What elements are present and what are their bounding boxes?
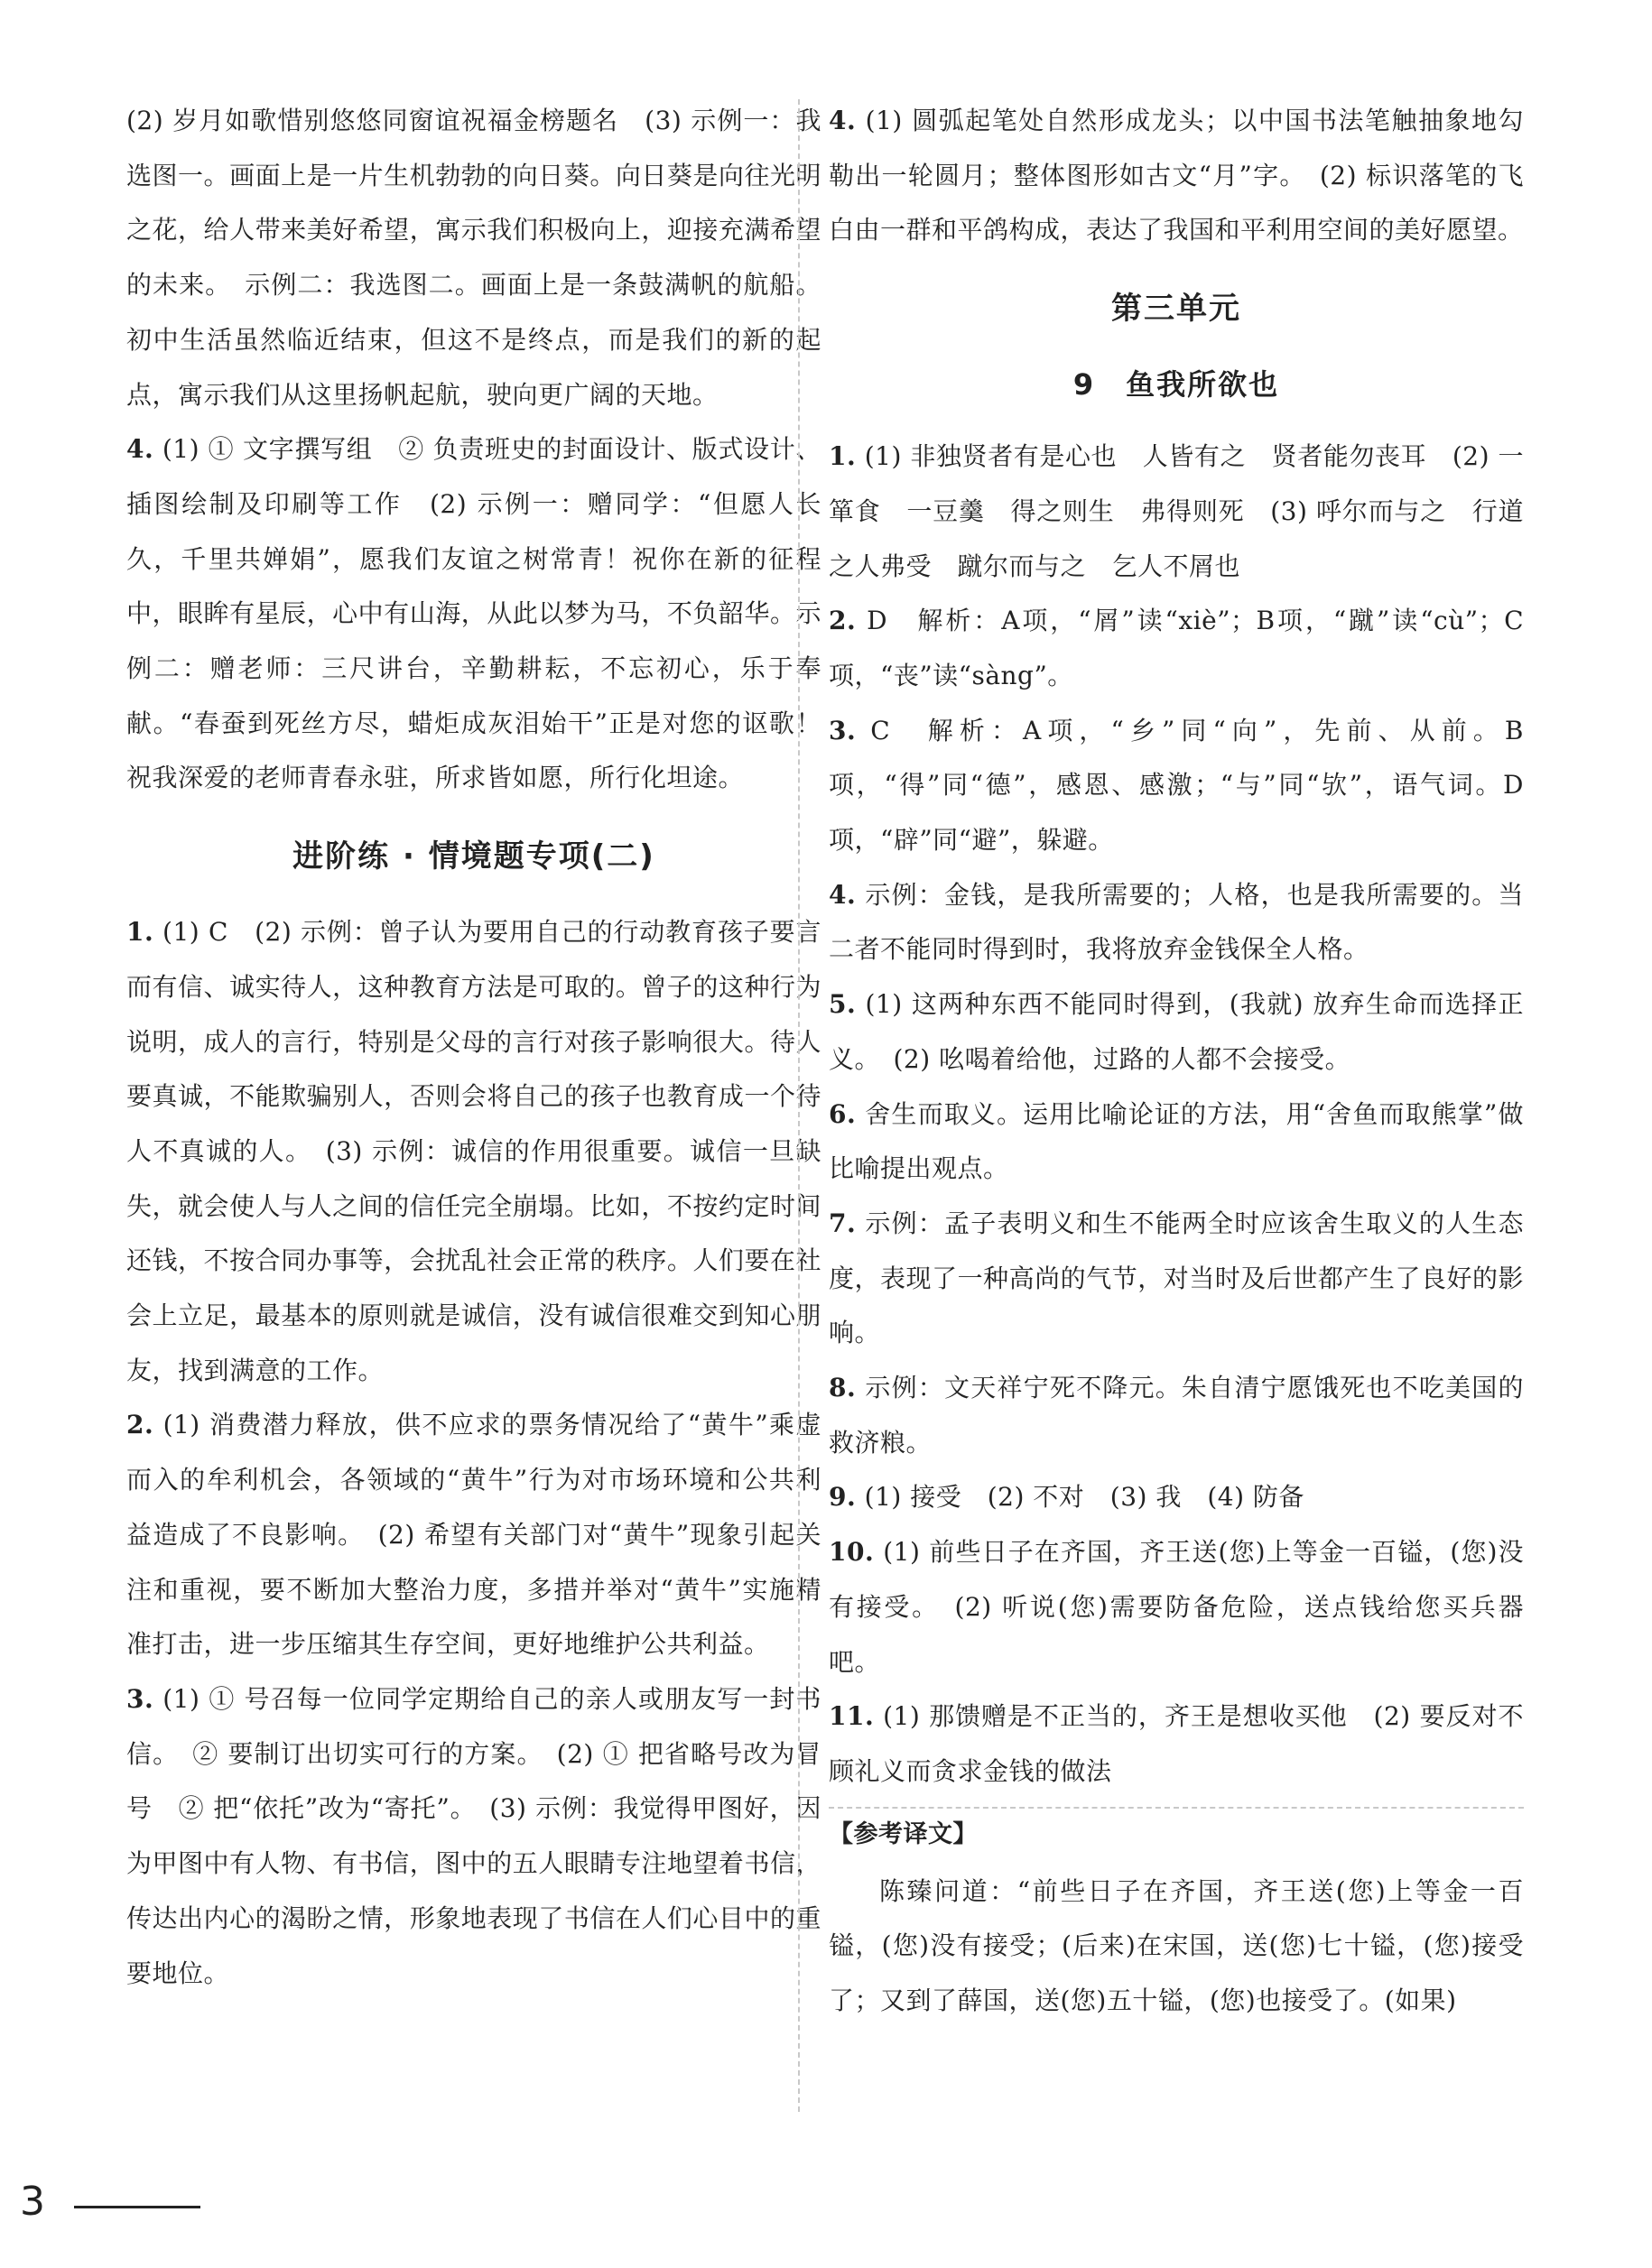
item-text: (1) ① 号召每一位同学定期给自己的亲人或朋友写一封书信。 ② 要制订出切实可行的方案。 (2) ① 把省略号改为冒号 ② 把“依托”改为“寄托”。 (3) 示例：我觉得甲图好，因为甲图中有人物、有书信，图中的五人眼睛专注地望着书信，传达出内心的渴盼之情，形象地表现了书信在人们心目中的重要地位。 [126,1683,821,1988]
item-number: 4. [126,434,154,465]
answer-item [126,905,821,1398]
item-text: (1) C (2) 示例：曾子认为要用自己的行动教育孩子要言而有信、诚实待人，这种教育方法是可取的。曾子的这种行为说明，成人的言行，特别是父母的言行对孩子影响很大。待人要真诚，不能欺骗别人，否则会将自己的孩子也教育成一个待人不真诚的人。 (3) 示例：诚信的作用很重要。诚信一旦缺失，就会使人与人之间的信任完全崩塌。比如，不按约定时间还钱，不按合同办事等，会扰乱社会正常的秩序。人们要在社会上立足，最基本的原则就是诚信，没有诚信很难交到知心朋友，找到满意的工作。 [126,917,821,1385]
item-text: (1) 圆弧起笔处自然形成龙头；以中国书法笔触抽象地勾勒出一轮圆月；整体图形如古文“月”字。 (2) 标识落笔的飞白由一群和平鸽构成，表达了我国和平利用空间的美好愿望。 [829,106,1524,245]
answer-item [829,430,1524,594]
section-heading: 进阶练 · 情境题专项(二) [292,838,655,875]
item-number: 10. [829,1537,875,1568]
item-text: 示例：孟子表明义和生不能两全时应该舍生取义的人生态度，表现了一种高尚的气节，对当时及后世都产生了良好的影响。 [829,1208,1524,1348]
item-number: 1. [126,917,154,948]
item-text: (1) 前些日子在齐国，齐王送(您)上等金一百镒，(您)没有接受。 (2) 听说(您)需要防备危险，送点钱给您买兵器吧。 [829,1537,1525,1677]
item-number: 9. [829,1482,857,1513]
answer-item [829,704,1524,868]
answer-item [126,422,821,806]
item-number: 8. [829,1373,857,1403]
item-text: (1) 接受 (2) 不对 (3) 我 (4) 防备 [864,1482,1304,1513]
footer-rule [74,2206,200,2208]
lesson-heading: 9 鱼我所欲也 [1072,367,1280,403]
item-number: 5. [829,989,857,1020]
item-number: 4. [829,106,857,135]
answer-item [829,1197,1524,1361]
item-text: (1) ① 文字撰写组 ② 负责班史的封面设计、版式设计、插图绘制及印刷等工作 (2) 示例一：赠同学：“但愿人长久，千里共婵娟”，愿我们友谊之树常青！祝你在新的征程中，眼眸有星辰，心中有山海，从此以梦为马，不负韶华。示例二：赠老师：三尺讲台，辛勤耕耘，不忘初心，乐于奉献。“春蚕到死丝方尽，蜡炬成灰泪始干”正是对您的讴歌！祝我深爱的老师青春永驻，所求皆如愿，所行化坦途。 [126,434,821,793]
answer-item [829,594,1524,703]
answer-item [829,1470,1524,1525]
answer-item [829,868,1524,977]
answer-item [829,977,1524,1087]
answer-item [829,1088,1524,1197]
answer-item [829,1689,1524,1799]
item-text: 示例：文天祥宁死不降元。朱自清宁愿饿死也不吃美国的救济粮。 [829,1373,1524,1458]
item-text: D 解析：A项，“屑”读“xiè”；B项，“蹴”读“cù”；C项，“丧”读“sàng”。 [829,606,1525,690]
answer-item [829,1361,1524,1470]
answer-item [829,1525,1524,1689]
item-text: 舍生而取义。运用比喻论证的方法，用“舍鱼而取熊掌”做比喻提出观点。 [829,1098,1524,1184]
item-number: 11. [829,1701,875,1732]
item-text: (1) 非独贤者有是心也 人皆有之 贤者能勿丧耳 (2) 一箪食 一豆羹 得之则生 弗得则死 (3) 呼尔而与之 行道之人弗受 蹴尔而与之 乞人不屑也 [829,441,1524,581]
answer-continuation: (2) 岁月如歌惜别悠悠同窗谊祝福金榜题名 (3) 示例一：我选图一。画面上是一片生机勃勃的向日葵。向日葵是向往光明之花，给人带来美好希望，寓示我们积极向上，迎接充满希望的未来。 示例二：我选图二。画面上是一条鼓满帆的航船。初中生活虽然临近结束，但这不是终点，而是我们的新的起点，寓示我们从这里扬帆起航，驶向更广阔的天地。 [126,106,821,410]
item-number: 4. [829,879,857,910]
item-number: 1. [829,441,857,472]
reference-translation-heading: 【参考译文】 [829,1807,1524,1861]
column-divider [798,99,800,2112]
right-column [829,94,1524,2029]
item-number: 2. [829,606,857,636]
item-text: 示例：金钱，是我所需要的；人格，也是我所需要的。当二者不能同时得到时，我将放弃金钱保全人格。 [829,879,1524,965]
left-column [126,94,821,2001]
unit-heading: 第三单元 [1111,291,1241,328]
answer-item [126,1398,821,1672]
reference-translation-text: 陈臻问道：“前些日子在齐国，齐王送(您)上等金一百镒，(您)没有接受；(后来)在宋国，送(您)七十镒，(您)接受了；又到了薛国，送(您)五十镒，(您)也接受了。(如果) [829,1875,1524,2016]
item-number: 3. [126,1683,154,1714]
answer-item [829,94,1524,258]
item-text: (1) 消费潜力释放，供不应求的票务情况给了“黄牛”乘虚而入的牟利机会，各领域的“黄牛”行为对市场环境和公共利益造成了不良影响。 (2) 希望有关部门对“黄牛”现象引起关注和重视，要不断加大整治力度，多措并举对“黄牛”实施精准打击，进一步压缩其生存空间，更好地维护公共利益。 [126,1410,821,1660]
page-number: 3 [20,2179,45,2225]
item-number: 6. [829,1098,857,1129]
item-number: 7. [829,1208,857,1238]
item-text: (1) 那馈赠是不正当的，齐王是想收买他 (2) 要反对不顾礼义而贪求金钱的做法 [829,1701,1524,1786]
item-text: C 解析：A项，“乡”同“向”，先前、从前。B项，“得”同“德”，感恩、感激；“与”同“欤”，语气词。D项，“辟”同“避”，躲避。 [829,715,1524,856]
item-text: (1) 这两种东西不能同时得到，(我就) 放弃生命而选择正义。 (2) 吆喝着给他，过路的人都不会接受。 [829,989,1524,1074]
item-number: 2. [126,1410,154,1440]
answer-item [126,1672,821,2001]
item-number: 3. [829,715,857,745]
